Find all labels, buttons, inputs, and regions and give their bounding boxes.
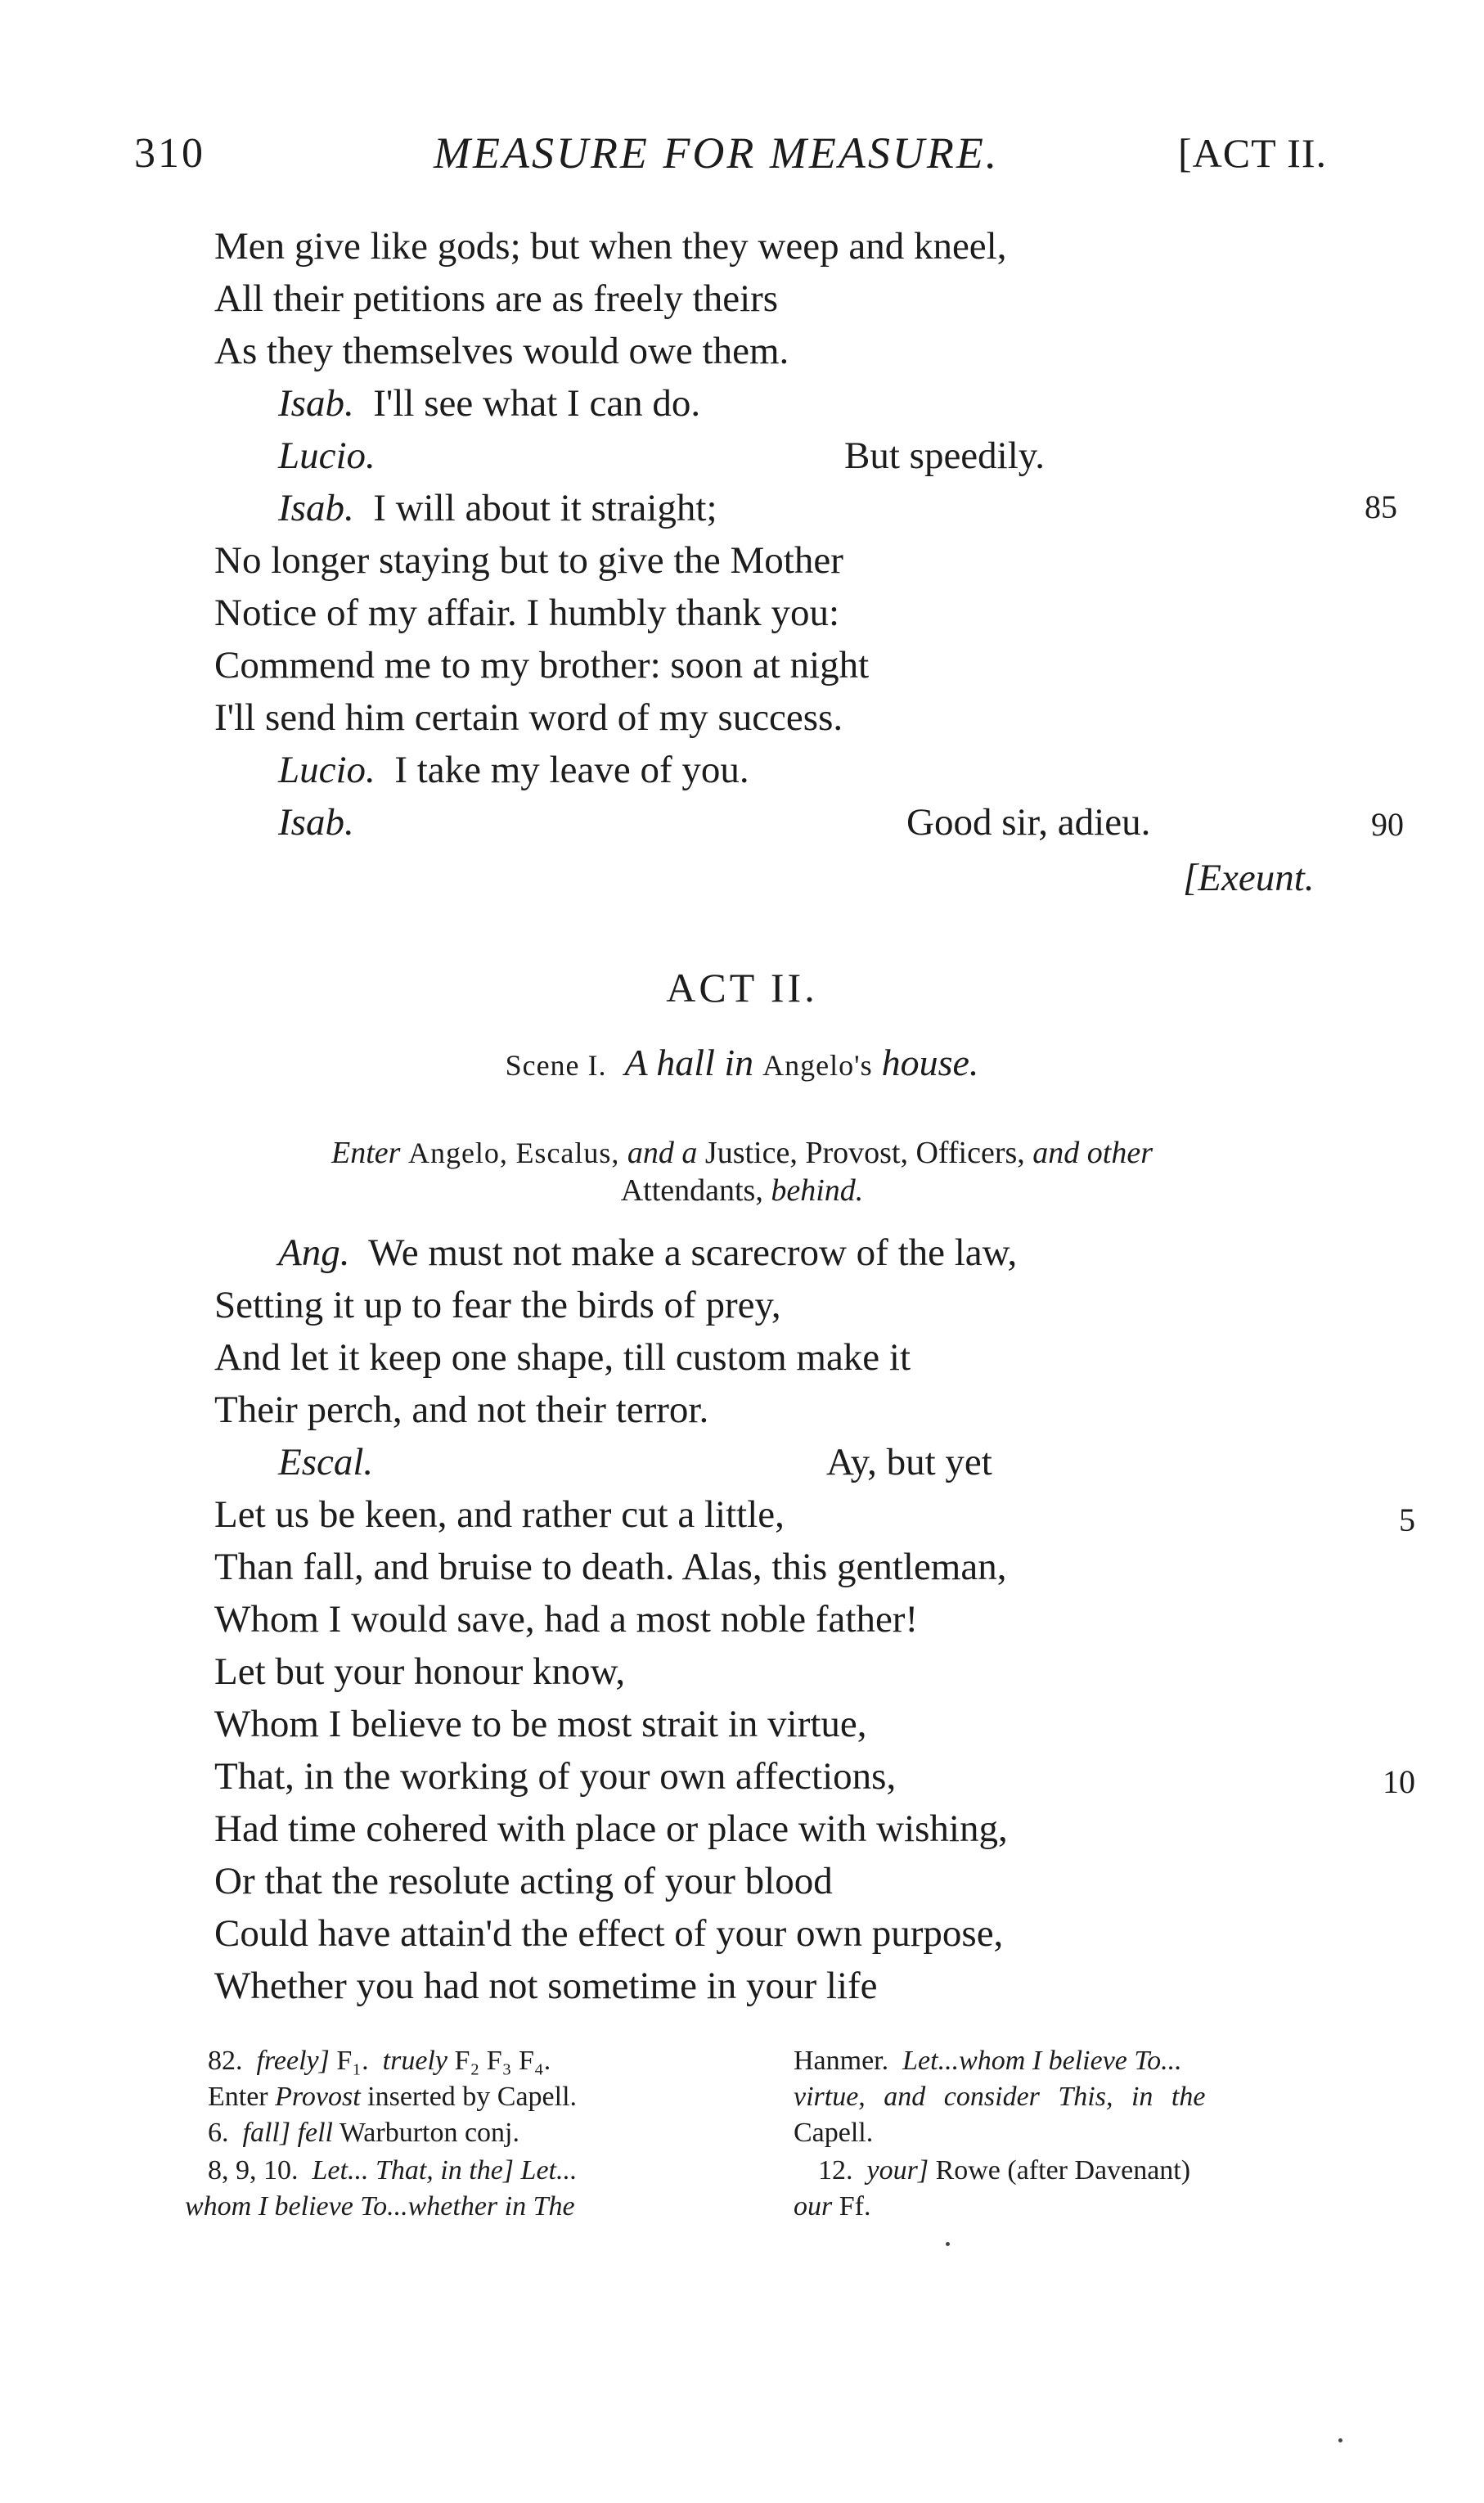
speech-lucio-2	[278, 751, 749, 790]
footnote-lemma: fall]	[242, 2118, 291, 2148]
sd-behind: behind.	[771, 1173, 864, 1208]
scene-character: Angelo's	[762, 1049, 873, 1082]
footnote-lemma: Let... That, in the]	[312, 2155, 515, 2186]
verse-line: No longer staying but to give the Mother	[214, 539, 843, 582]
scene-place: A hall in	[624, 1042, 754, 1083]
footnote-lemma: freely]	[256, 2046, 330, 2076]
speaker-name: Escal.	[278, 1441, 374, 1483]
speech-text: But speedily.	[844, 434, 1045, 477]
speaker-name: Isab.	[278, 487, 354, 529]
speaker-name: Isab.	[278, 801, 354, 844]
footnote-text: Warburton conj.	[339, 2118, 519, 2148]
stage-direction-exeunt: [Exeunt.	[1183, 857, 1315, 899]
scene-place: house.	[881, 1042, 979, 1083]
verse-line: Whether you had not sometime in your life	[214, 1965, 878, 2007]
speech-lucio-1	[278, 434, 375, 477]
speech-text: I will about it straight;	[373, 487, 717, 529]
page-number: 310	[134, 130, 205, 177]
sd-enter: Enter	[331, 1136, 401, 1170]
verse-line: That, in the working of your own affections,	[214, 1755, 897, 1798]
verse-line: Could have attain'd the effect of your own purpose,	[214, 1912, 1004, 1955]
speaker-name: Isab.	[278, 382, 354, 425]
footnote-8-9-10	[208, 2157, 577, 2185]
footnote-hanmer	[794, 2047, 1182, 2075]
scene-label: Scene I.	[505, 1049, 607, 1082]
footnote-variant: fell	[297, 2118, 334, 2148]
scan-speck	[946, 2242, 950, 2246]
footnote-lemma: your]	[866, 2155, 929, 2186]
line-number: 10	[1383, 1763, 1415, 1800]
speech-isab-2	[278, 489, 717, 528]
footnote-source: Ff.	[839, 2191, 871, 2222]
verse-line: Or that the resolute acting of your blood	[214, 1860, 833, 1902]
footnote-variant: Provost	[275, 2082, 361, 2112]
footnote-82	[208, 2047, 551, 2075]
running-act	[1178, 129, 1327, 177]
footnote-variant: whom I believe To...whether in The	[185, 2191, 575, 2222]
line-number: 90	[1371, 806, 1404, 843]
act-bracket-num: II.	[1287, 130, 1328, 176]
verse-line: Commend me to my brother: soon at night	[214, 644, 870, 687]
footnote-number: 8, 9, 10.	[208, 2155, 299, 2186]
stage-direction	[0, 1175, 1484, 1206]
speech-text: I'll see what I can do.	[373, 382, 701, 425]
speaker-name: Lucio.	[278, 434, 375, 477]
verse-line: I'll send him certain word of my success.	[214, 696, 843, 739]
footnote-variant: Let...	[520, 2155, 578, 2186]
sd-connector: and other	[1032, 1136, 1153, 1170]
verse-line: And let it keep one shape, till custom make it	[214, 1336, 911, 1379]
footnote-capell: Capell.	[794, 2118, 874, 2148]
footnote-number: 12.	[818, 2155, 853, 2186]
scan-speck	[1338, 2438, 1342, 2442]
footnote-variant: Let...whom I believe To...	[902, 2046, 1182, 2076]
speech-isab-1	[278, 382, 701, 425]
footnote-6	[208, 2119, 519, 2147]
verse-line: Their perch, and not their terror.	[214, 1389, 709, 1431]
sd-persons: Attendants,	[620, 1173, 763, 1208]
speaker-name: Lucio.	[278, 749, 375, 791]
footnote-text: inserted by Capell.	[367, 2082, 578, 2112]
speech-angelo	[278, 1231, 1018, 1274]
footnote-enter	[208, 2083, 577, 2111]
verse-line: As they themselves would owe them.	[214, 330, 789, 372]
footnote-text: Enter	[208, 2082, 268, 2112]
footnote-source: F₁.	[336, 2046, 369, 2076]
verse-line: Setting it up to fear the birds of prey,	[214, 1284, 781, 1326]
footnote-continuation: virtue, and consider This, in the	[794, 2082, 1206, 2112]
sd-persons: Justice, Provost, Officers,	[704, 1136, 1025, 1170]
verse-line: Notice of my affair. I humbly thank you:	[214, 592, 840, 634]
running-title: MEASURE FOR MEASURE.	[434, 128, 1000, 178]
sd-name: Escalus,	[515, 1137, 620, 1169]
footnote-continuation	[185, 2193, 575, 2221]
speech-escalus	[278, 1443, 373, 1482]
line-number: 5	[1399, 1501, 1415, 1538]
speech-text: I take my leave of you.	[394, 749, 749, 791]
verse-line: Let but your honour know,	[214, 1650, 626, 1693]
sd-name: Angelo,	[407, 1137, 508, 1169]
speaker-name: Ang.	[278, 1231, 350, 1274]
verse-line: Men give like gods; but when they weep and kneel,	[214, 225, 1007, 268]
speech-text: We must not make a scarecrow of the law,	[368, 1231, 1018, 1274]
verse-line: Had time cohered with place or place with wishing,	[214, 1807, 1008, 1850]
speech-text: Good sir, adieu.	[906, 801, 1151, 844]
stage-direction	[0, 1137, 1484, 1168]
verse-line: Whom I believe to be most strait in virtue,	[214, 1703, 867, 1745]
act-bracket-label: [ACT	[1178, 130, 1276, 176]
verse-line: Whom I would save, had a most noble father!	[214, 1598, 919, 1641]
footnote-12	[818, 2157, 1190, 2185]
footnote-text: Rowe (after Davenant)	[935, 2155, 1191, 2186]
speech-text: Ay, but yet	[826, 1441, 992, 1483]
line-number: 85	[1365, 488, 1397, 525]
verse-line: Than fall, and bruise to death. Alas, this gentleman,	[214, 1546, 1007, 1588]
footnote-text: Hanmer.	[794, 2046, 889, 2076]
sd-connector: and a	[627, 1136, 698, 1170]
verse-line: All their petitions are as freely theirs	[214, 277, 779, 320]
speech-isab-3	[278, 801, 354, 844]
footnote-variant: truely	[382, 2046, 447, 2076]
footnote-number: 82.	[208, 2046, 243, 2076]
footnote-variant: our	[794, 2191, 833, 2222]
scene-heading	[0, 1041, 1484, 1084]
footnote-continuation	[794, 2193, 870, 2221]
footnote-source: F₂ F₃ F₄.	[454, 2046, 551, 2076]
act-heading: ACT II.	[666, 965, 818, 1011]
footnote-number: 6.	[208, 2118, 229, 2148]
verse-line: Let us be keen, and rather cut a little,	[214, 1493, 785, 1536]
